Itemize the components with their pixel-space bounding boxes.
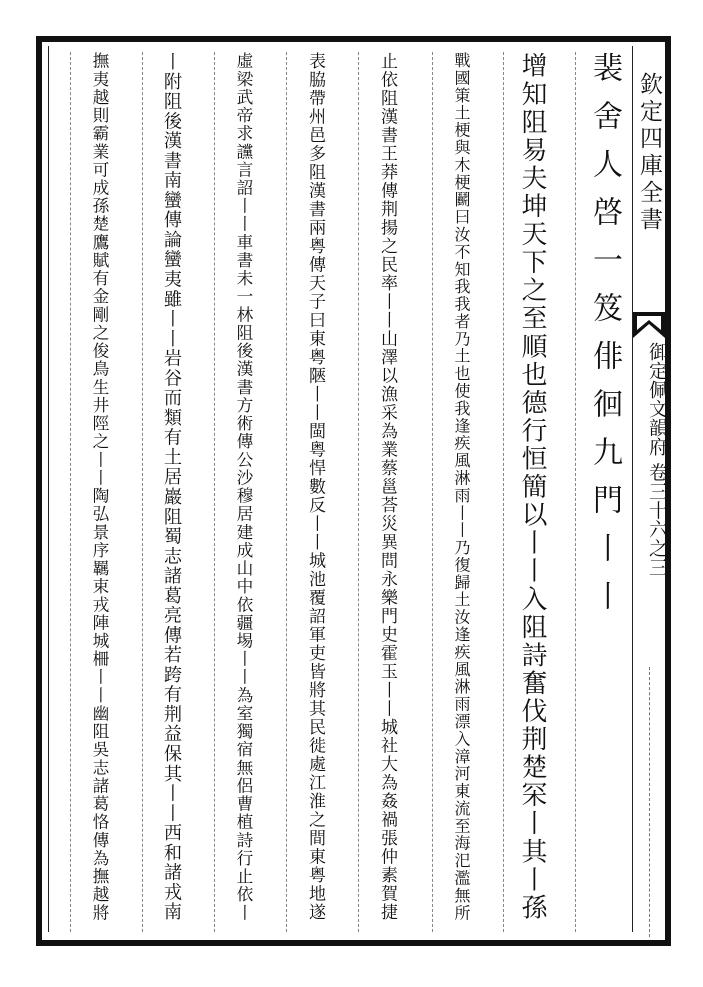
column-text: 戰國䇿土梗與木梗鬬曰汝不知我我者乃土也使我逢疾風淋雨丨丨乃復歸土汝逢疾風淋雨漂入漳河東流至海汜濫無所 [452,52,471,922]
banxin-divider [649,667,651,937]
column-text: 虛梁武帝求讜言詔丨丨車書未一林阻後漢書方術傳公沙穆居建成山中依疆埸丨丨為室獨宿無侶曹植詩行止依丨 [234,52,253,922]
text-column-6 [214,52,272,932]
column-text: 撫夷越則霸業可成孫楚鷹賦有金剛之俊鳥生井陘之丨丨陶弘景序羈束戎陣城柵丨丨幽阻吳志諸葛恪傳為撫越將 [90,52,109,922]
text-column-1 [575,52,633,932]
text-column-8 [70,52,128,932]
text-column-3 [432,52,490,932]
column-text: 丨附阻後漢書南蠻傳論蠻夷雖丨丨岩谷而類有土居巖阻蜀志諸葛亮傳若跨有荆益保其丨丨西和諸戎南 [161,52,182,922]
text-column-2 [503,52,561,932]
book-title: 欽定四庫全書 [636,72,662,234]
banxin-margin [633,42,668,942]
text-column-5 [286,52,344,932]
column-text: 裴舍人啓一笈俳徊九門丨丨 [587,52,622,628]
volume-label: 御定佩文韻府 卷三十六之三 [646,342,668,577]
fish-tail-ornament-icon [633,312,665,338]
column-text: 表脇帶州邑多阻漢書兩粤傳天子曰東粤陿丨丨閩粤悍數反丨丨城池覆詔軍吏皆將其民徙處江淮之間東粤地遂 [305,52,325,922]
text-column-4 [358,52,416,932]
text-column-7 [142,52,200,932]
column-text: 增知阻易夫坤天下之至順也德行恒簡以丨丨入阻詩奮伐荆楚罙丨其丨孫 [517,52,547,922]
column-text: 止依阻漢書王莽傳荆揚之民率丨丨山澤以漁采為業蔡邕荅災異問永樂門史霍玉丨丨城社大為姦禍張仲素賀捷 [377,52,397,922]
